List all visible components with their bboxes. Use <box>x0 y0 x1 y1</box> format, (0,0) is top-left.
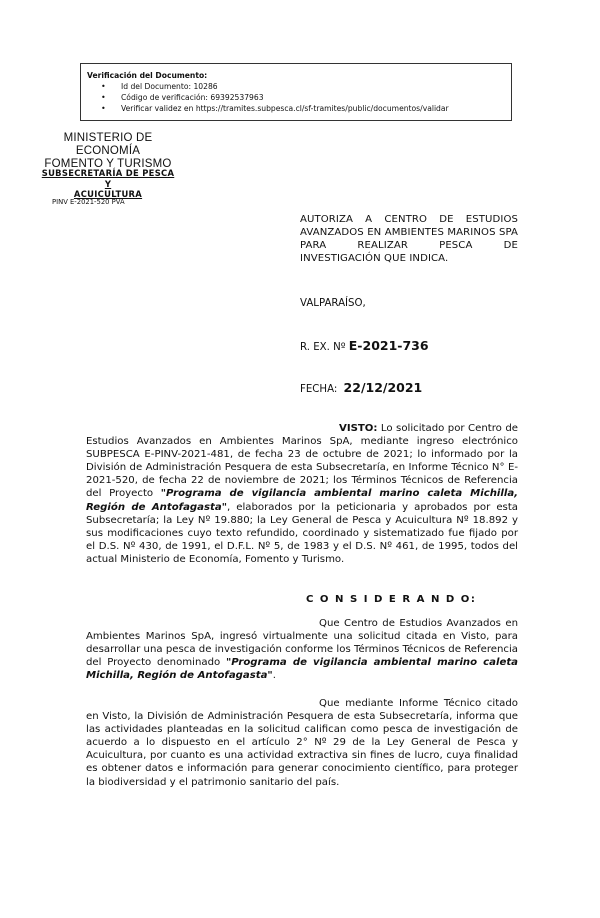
considerando-1-end: . <box>272 670 276 682</box>
subsecretaria-line-1: SUBSECRETARÍA DE PESCA Y <box>41 168 175 189</box>
visto-label: VISTO: <box>339 423 378 434</box>
resolution-label: R. EX. Nº <box>300 342 346 353</box>
considerando-heading: C O N S I D E R A N D O: <box>306 594 477 605</box>
subsecretaria-line-2: ACUICULTURA <box>73 189 143 199</box>
date-value: 22/12/2021 <box>343 380 423 395</box>
resolution-value: E-2021-736 <box>348 338 429 353</box>
considerando-1-text: Que Centro de Estudios Avanzados en Ambientes Marinos SpA, ingresó virtualmente una solicitud citada en Visto, para desarrollar una pesca de investigación conforme los Términos Técnicos de Referencia del Proyecto denominado <box>86 618 518 669</box>
verification-list <box>87 81 511 114</box>
resolution-number <box>300 338 429 353</box>
verification-item-url[interactable]: • Verificar validez en https://tramites.subpesca.cl/sf-tramites/public/documentos/validar <box>101 103 511 114</box>
resolution-summary: AUTORIZA A CENTRO DE ESTUDIOS AVANZADOS EN AMBIENTES MARINOS SPA PARA REALIZAR PESCA DE INVESTIGACIÓN QUE INDICA. <box>300 214 518 264</box>
ministry-name <box>40 132 176 171</box>
date-label: FECHA: <box>300 384 338 395</box>
visto-text-2: , elaborados por la peticionaria y aprobados por esta Subsecretaría; la Ley Nº 19.880; la Ley General de Pesca y Acuicultura Nº 18.892 y sus modificaciones cuyo texto refundido, coordinado y sistematizado fue fijado por el D.S. Nº 430, de 1991, el D.F.L. Nº 5, de 1983 y el D.S. Nº 461, de 1995, todos del actual Ministerio de Economía, Fomento y Turismo. <box>86 501 518 565</box>
considerando-1-project-name: "Programa de vigilancia ambiental marino caleta Michilla, Región de Antofagasta" <box>86 657 519 682</box>
place: VALPARAÍSO, <box>300 298 366 309</box>
resolution-date <box>300 380 422 395</box>
verification-title: Verificación del Documento: <box>87 71 208 80</box>
ministry-line-2: FOMENTO Y TURISMO <box>44 158 172 170</box>
visto-text-1: Lo solicitado por Centro de Estudios Avanzados en Ambientes Marinos SpA, mediante ingreso electrónico SUBPESCA E-PINV-2021-481, de fecha 23 de octubre de 2021; lo informado por la División de Administración Pesquera de esta Subsecretaría, en Informe Técnico N° E-2021-520, de fecha 22 de noviembre de 2021; los Términos Técnicos de Referencia del Proyecto <box>86 423 518 500</box>
considerando-paragraph-1 <box>86 617 518 682</box>
verification-item-code: • Código de verificación: 69392537963 <box>101 92 511 103</box>
visto-project-name: "Programa de vigilancia ambiental marino caleta Michilla, Región de Antofagasta" <box>86 488 519 513</box>
considerando-paragraph-2: Que mediante Informe Técnico citado en Visto, la División de Administración Pesquera de esta Subsecretaría, informa que las actividades planteadas en la solicitud califican como pesca de investigación de acuerdo a lo dispuesto en el artículo 2° Nº 29 de la Ley General de Pesca y Acuicultura, por cuanto es una actividad extractiva sin fines de lucro, cuya finalidad es obtener datos e información para generar conocimiento científico, para proteger la biodiversidad y el patrimonio sanitario del país. <box>86 698 518 788</box>
visto-paragraph <box>86 422 518 566</box>
ministry-line-1: MINISTERIO DE ECONOMÍA <box>63 132 153 157</box>
verification-box <box>80 63 512 121</box>
subsecretaria-name <box>40 168 176 200</box>
reference-code: PINV E-2021-520 PVA <box>52 198 125 206</box>
verification-item-id: • Id del Documento: 10286 <box>101 81 511 92</box>
